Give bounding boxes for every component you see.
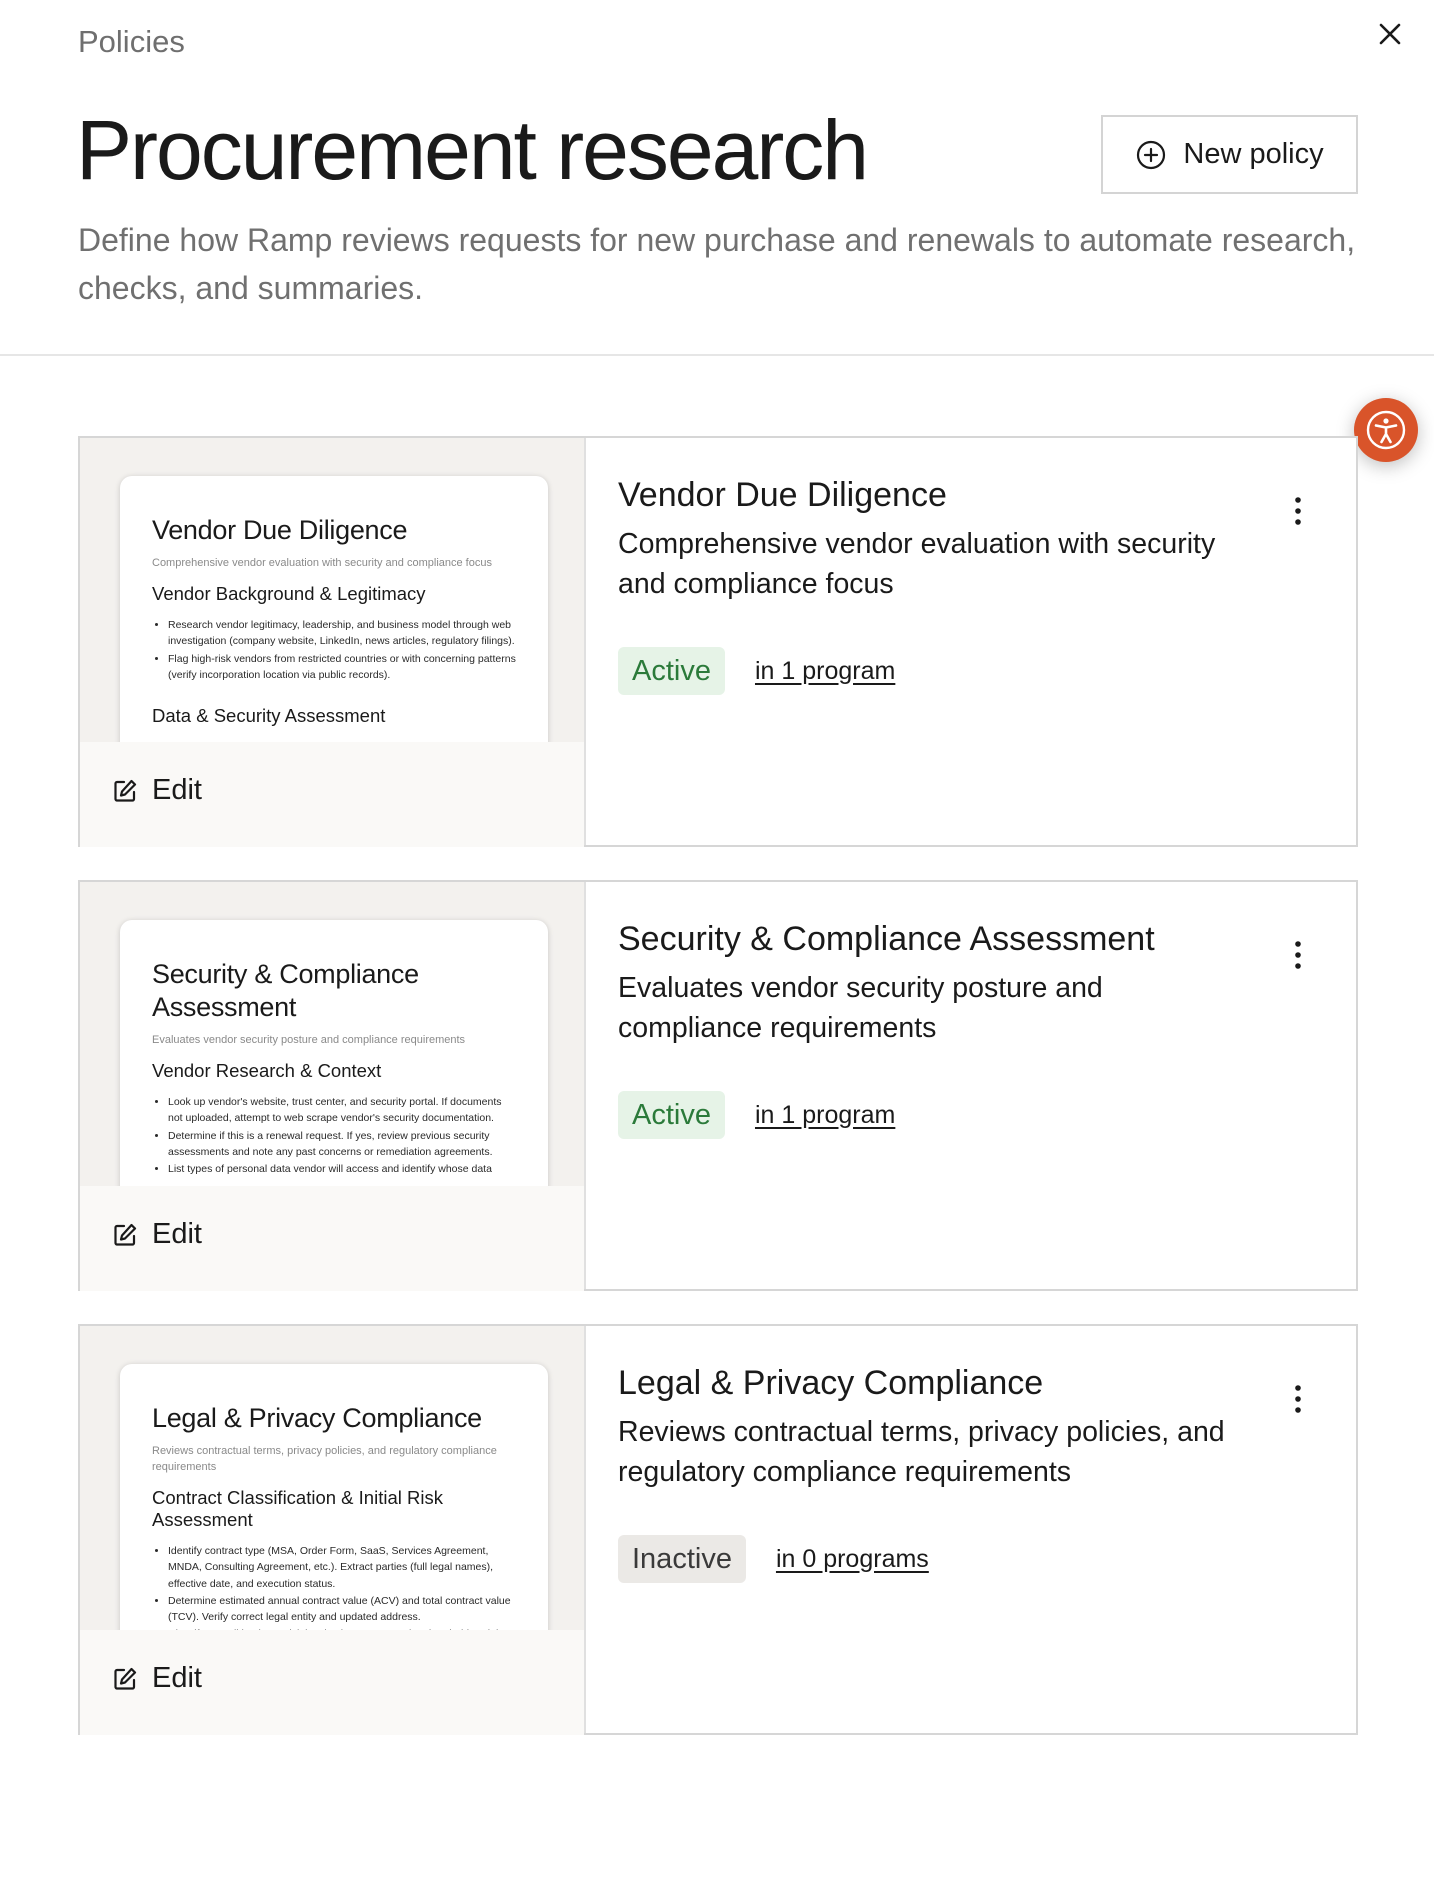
new-policy-button[interactable] xyxy=(1101,115,1358,194)
policy-info xyxy=(586,882,1356,1289)
preview-title: Legal & Privacy Compliance xyxy=(152,1403,482,1433)
edit-icon xyxy=(112,1222,138,1248)
preview-subtitle: Comprehensive vendor evaluation with security and compliance focus xyxy=(152,557,492,569)
policy-description: Reviews contractual terms, privacy policies, and regulatory compliance requirements xyxy=(618,1416,1225,1488)
preview-section-heading: Vendor Background & Legitimacy xyxy=(152,583,426,604)
policy-info xyxy=(586,1326,1356,1733)
edit-icon xyxy=(112,1666,138,1692)
preview-bullet: • List types of personal data vendor will access and identify whose data xyxy=(168,1161,516,1177)
close-icon xyxy=(1372,16,1408,52)
page-description: Define how Ramp reviews requests for new purchase and renewals to automate research, checks, and summaries. xyxy=(78,222,1356,306)
status-badge: Active xyxy=(618,647,725,695)
preview-area[interactable] xyxy=(80,438,584,742)
preview-bullet-list xyxy=(152,617,516,683)
edit-button[interactable] xyxy=(112,1662,202,1695)
policy-name[interactable]: Security & Compliance Assessment xyxy=(618,920,1155,958)
preview-bullet: • Identify contract type (MSA, Order Form, SaaS, Services Agreement, MNDA, Consulting Agreement, etc.). Extract parties (full legal names), effective date, and execution status. xyxy=(168,1543,516,1592)
preview-bullet: • Look up vendor's website, trust center, and security portal. If documents not uploaded, attempt to web scrape vendor's security documentation. xyxy=(168,1094,516,1127)
policy-info xyxy=(586,438,1356,845)
preview-section-heading: Contract Classification & Initial Risk Assessment xyxy=(152,1487,443,1530)
preview-bullet: • Research vendor legitimacy, leadership, and business model through web investigation (company website, LinkedIn, news articles, regulatory filings). xyxy=(168,617,516,650)
more-options-icon[interactable] xyxy=(1286,1382,1310,1416)
preview-bullet: • Determine estimated annual contract value (ACV) and total contract value (TCV). Verify correct legal entity and updated address. xyxy=(168,1593,516,1626)
policy-preview-panel xyxy=(80,1326,586,1733)
policy-document-preview xyxy=(120,920,548,1220)
preview-section-heading: Vendor Research & Context xyxy=(152,1060,382,1081)
policy-description: Comprehensive vendor evaluation with security and compliance focus xyxy=(618,528,1216,600)
policy-card xyxy=(78,880,1358,1291)
preview-bullet-list xyxy=(152,1543,516,1643)
preview-area[interactable] xyxy=(80,1326,584,1630)
page-title: Procurement research xyxy=(76,103,868,197)
edit-button[interactable] xyxy=(112,1218,202,1251)
policy-meta xyxy=(618,647,895,695)
policy-card xyxy=(78,1324,1358,1735)
edit-label: Edit xyxy=(152,774,202,806)
policy-preview-panel xyxy=(80,882,586,1289)
policy-preview-panel xyxy=(80,438,586,845)
header-divider xyxy=(0,354,1434,356)
more-options-icon[interactable] xyxy=(1286,938,1310,972)
preview-bullet-list xyxy=(152,1094,516,1177)
programs-link[interactable]: in 1 program xyxy=(754,656,896,685)
preview-bullet: • Determine if this is a renewal request. If yes, review previous security assessments and note any past concerns or remediation agreements. xyxy=(168,1128,516,1161)
plus-circle-icon xyxy=(1135,139,1167,171)
preview-subtitle: Evaluates vendor security posture and compliance requirements xyxy=(152,1034,466,1046)
preview-subtitle: Reviews contractual terms, privacy policies, and regulatory compliance requirements xyxy=(152,1445,497,1473)
preview-title: Security & Compliance Assessment xyxy=(152,959,419,1022)
policy-document-preview xyxy=(120,476,548,776)
preview-title: Vendor Due Diligence xyxy=(152,515,408,545)
edit-label: Edit xyxy=(152,1662,202,1694)
new-policy-label: New policy xyxy=(1183,138,1324,170)
programs-link[interactable]: in 0 programs xyxy=(775,1544,929,1573)
edit-button[interactable] xyxy=(112,774,202,807)
policy-document-preview xyxy=(120,1364,548,1664)
policy-name[interactable]: Vendor Due Diligence xyxy=(618,476,947,514)
policy-meta xyxy=(618,1091,895,1139)
policy-name[interactable]: Legal & Privacy Compliance xyxy=(618,1364,1044,1402)
preview-next-section-heading: Data & Security Assessment xyxy=(152,705,386,727)
policy-description: Evaluates vendor security posture and compliance requirements xyxy=(618,972,1103,1044)
edit-icon xyxy=(112,778,138,804)
policy-card xyxy=(78,436,1358,847)
accessibility-icon xyxy=(1364,408,1408,452)
accessibility-button[interactable] xyxy=(1354,398,1418,462)
preview-area[interactable] xyxy=(80,882,584,1186)
breadcrumb[interactable]: Policies xyxy=(78,24,185,59)
status-badge: Inactive xyxy=(618,1535,746,1583)
policy-meta xyxy=(618,1535,929,1583)
close-button[interactable] xyxy=(1372,16,1408,52)
edit-label: Edit xyxy=(152,1218,202,1250)
status-badge: Active xyxy=(618,1091,725,1139)
programs-link[interactable]: in 1 program xyxy=(754,1100,896,1129)
more-options-icon[interactable] xyxy=(1286,494,1310,528)
preview-bullet: • Flag high-risk vendors from restricted countries or with concerning patterns (verify incorporation location via public records). xyxy=(168,651,516,684)
